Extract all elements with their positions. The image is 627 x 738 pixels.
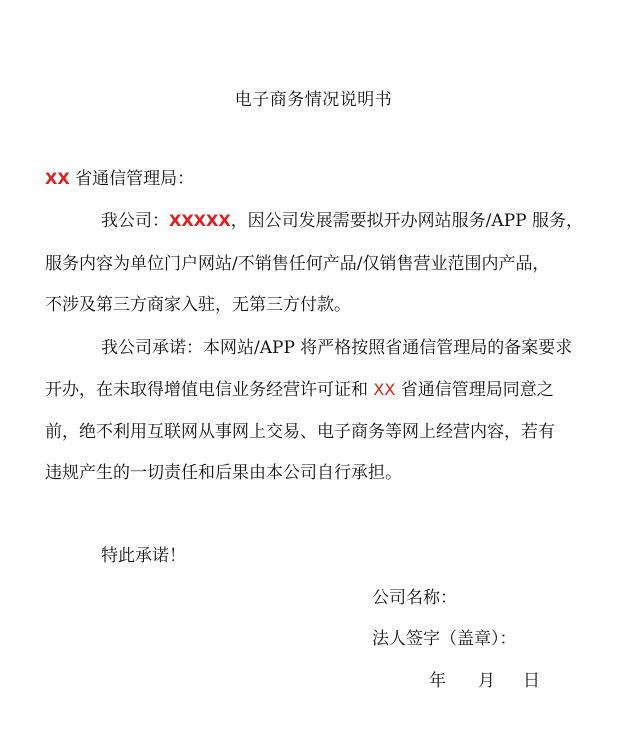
addressee-line <box>45 168 605 190</box>
date-month-label: 月 <box>478 671 495 691</box>
paragraph-2-line-3: 前，绝不利用互联网从事网上交易、电子商务等网上经营内容，若有 <box>45 422 555 442</box>
para2-line2-a: 开办，在未取得增值电信业务经营许可证和 <box>45 380 374 400</box>
addressee-placeholder: XX <box>45 169 70 188</box>
para1-prefix: 我公司： <box>101 211 169 231</box>
para2-line2-b: 省通信管理局同意之 <box>395 380 554 400</box>
addressee-text: 省通信管理局： <box>75 169 195 189</box>
company-name-label: 公司名称： <box>372 588 457 608</box>
date-year-label: 年 <box>429 671 446 691</box>
province-placeholder: XX <box>373 380 396 399</box>
para1-line1-rest: ，因公司发展需要拟开办网站服务/APP 服务， <box>230 211 583 231</box>
document-title: 电子商务情况说明书 <box>234 90 393 110</box>
paragraph-2-line-2 <box>45 379 605 401</box>
paragraph-1-line-2: 服务内容为单位门户网站/不销售任何产品/仅销售营业范围内产品， <box>45 254 550 274</box>
legal-rep-label: 法人签字（盖章）： <box>372 629 517 649</box>
paragraph-2-line-1: 我公司承诺：本网站/APP 将严格按照省通信管理局的备案要求 <box>101 338 573 358</box>
closing-statement: 特此承诺！ <box>101 546 186 566</box>
company-placeholder: XXXXX <box>169 211 231 230</box>
paragraph-1-line-3: 不涉及第三方商家入驻，无第三方付款。 <box>45 295 351 315</box>
paragraph-2-line-4: 违规产生的一切责任和后果由本公司自行承担。 <box>45 463 402 483</box>
paragraph-1-line-1 <box>101 210 627 232</box>
date-day-label: 日 <box>523 671 540 691</box>
